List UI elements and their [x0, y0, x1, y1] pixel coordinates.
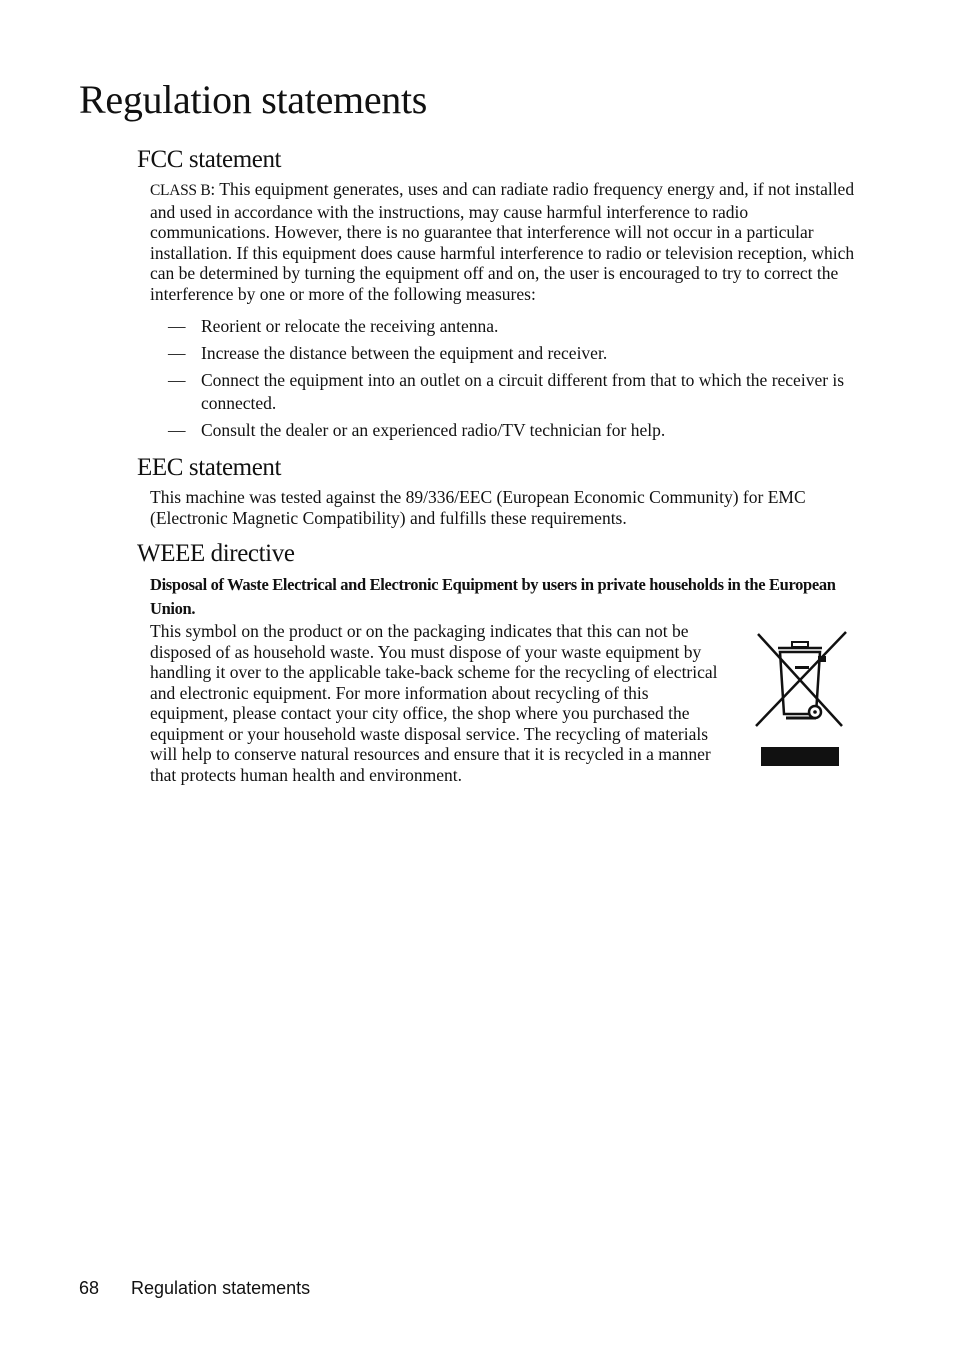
dash-bullet-icon: —	[168, 316, 186, 336]
page-footer	[79, 1278, 310, 1299]
weee-body: This symbol on the product or on the packaging indicates that this can not be disposed of as household waste. You must dispose of your waste equipment by handling it over to the applicable take-back scheme for the recycling of electrical and electronic equipment. For more information about recycling of this equipment, please contact your city office, the shop where you purchased the equipment or your household waste disposal service. The recycling of materials will help to conserve natural resources and ensure that it is recycled in a manner that protects human health and environment.	[150, 621, 718, 785]
dash-bullet-icon: —	[168, 343, 186, 363]
page-number: 68	[79, 1278, 100, 1298]
dash-bullet-icon: —	[168, 420, 186, 440]
list-item	[150, 419, 850, 442]
measure-text: Connect the equipment into an outlet on a circuit different from that to which the receiver is connected.	[201, 370, 845, 413]
fcc-measures-list	[150, 315, 850, 446]
list-item	[150, 369, 850, 415]
dash-bullet-icon: —	[168, 370, 186, 390]
fcc-intro-text: : This equipment generates, uses and can radiate radio frequency energy and, if not installed and used in accordance with the instructions, may cause harmful interference to radio communications. However, there is no guarantee that interference will not occur in a particular installation. If this equipment does cause harmful interference to radio or television reception, which can be determined by turning the equipment off and on, the user is encouraged to try to correct the interference by one or more of the following measures:	[150, 179, 855, 304]
fcc-intro	[150, 179, 858, 304]
weee-subheading: Disposal of Waste Electrical and Electronic Equipment by users in private households in the European Union.	[150, 575, 836, 618]
weee-heading: WEEE directive	[137, 540, 295, 567]
page-title: Regulation statements	[79, 77, 428, 122]
crossed-out-wheelie-bin-icon	[752, 630, 848, 770]
footer-section-title: Regulation statements	[131, 1278, 311, 1298]
list-item	[150, 342, 850, 365]
list-item	[150, 315, 850, 338]
measure-text: Reorient or relocate the receiving antenna.	[201, 316, 499, 336]
fcc-heading: FCC statement	[137, 146, 282, 173]
eec-body: This machine was tested against the 89/336/EEC (European Economic Community) for EMC (Electronic Magnetic Compatibility) and fulfills these requirements.	[150, 487, 806, 528]
measure-text: Consult the dealer or an experienced radio/TV technician for help.	[201, 420, 666, 440]
measure-text: Increase the distance between the equipment and receiver.	[201, 343, 608, 363]
eec-heading: EEC statement	[137, 454, 282, 481]
fcc-class-label: CLASS B	[150, 182, 211, 199]
